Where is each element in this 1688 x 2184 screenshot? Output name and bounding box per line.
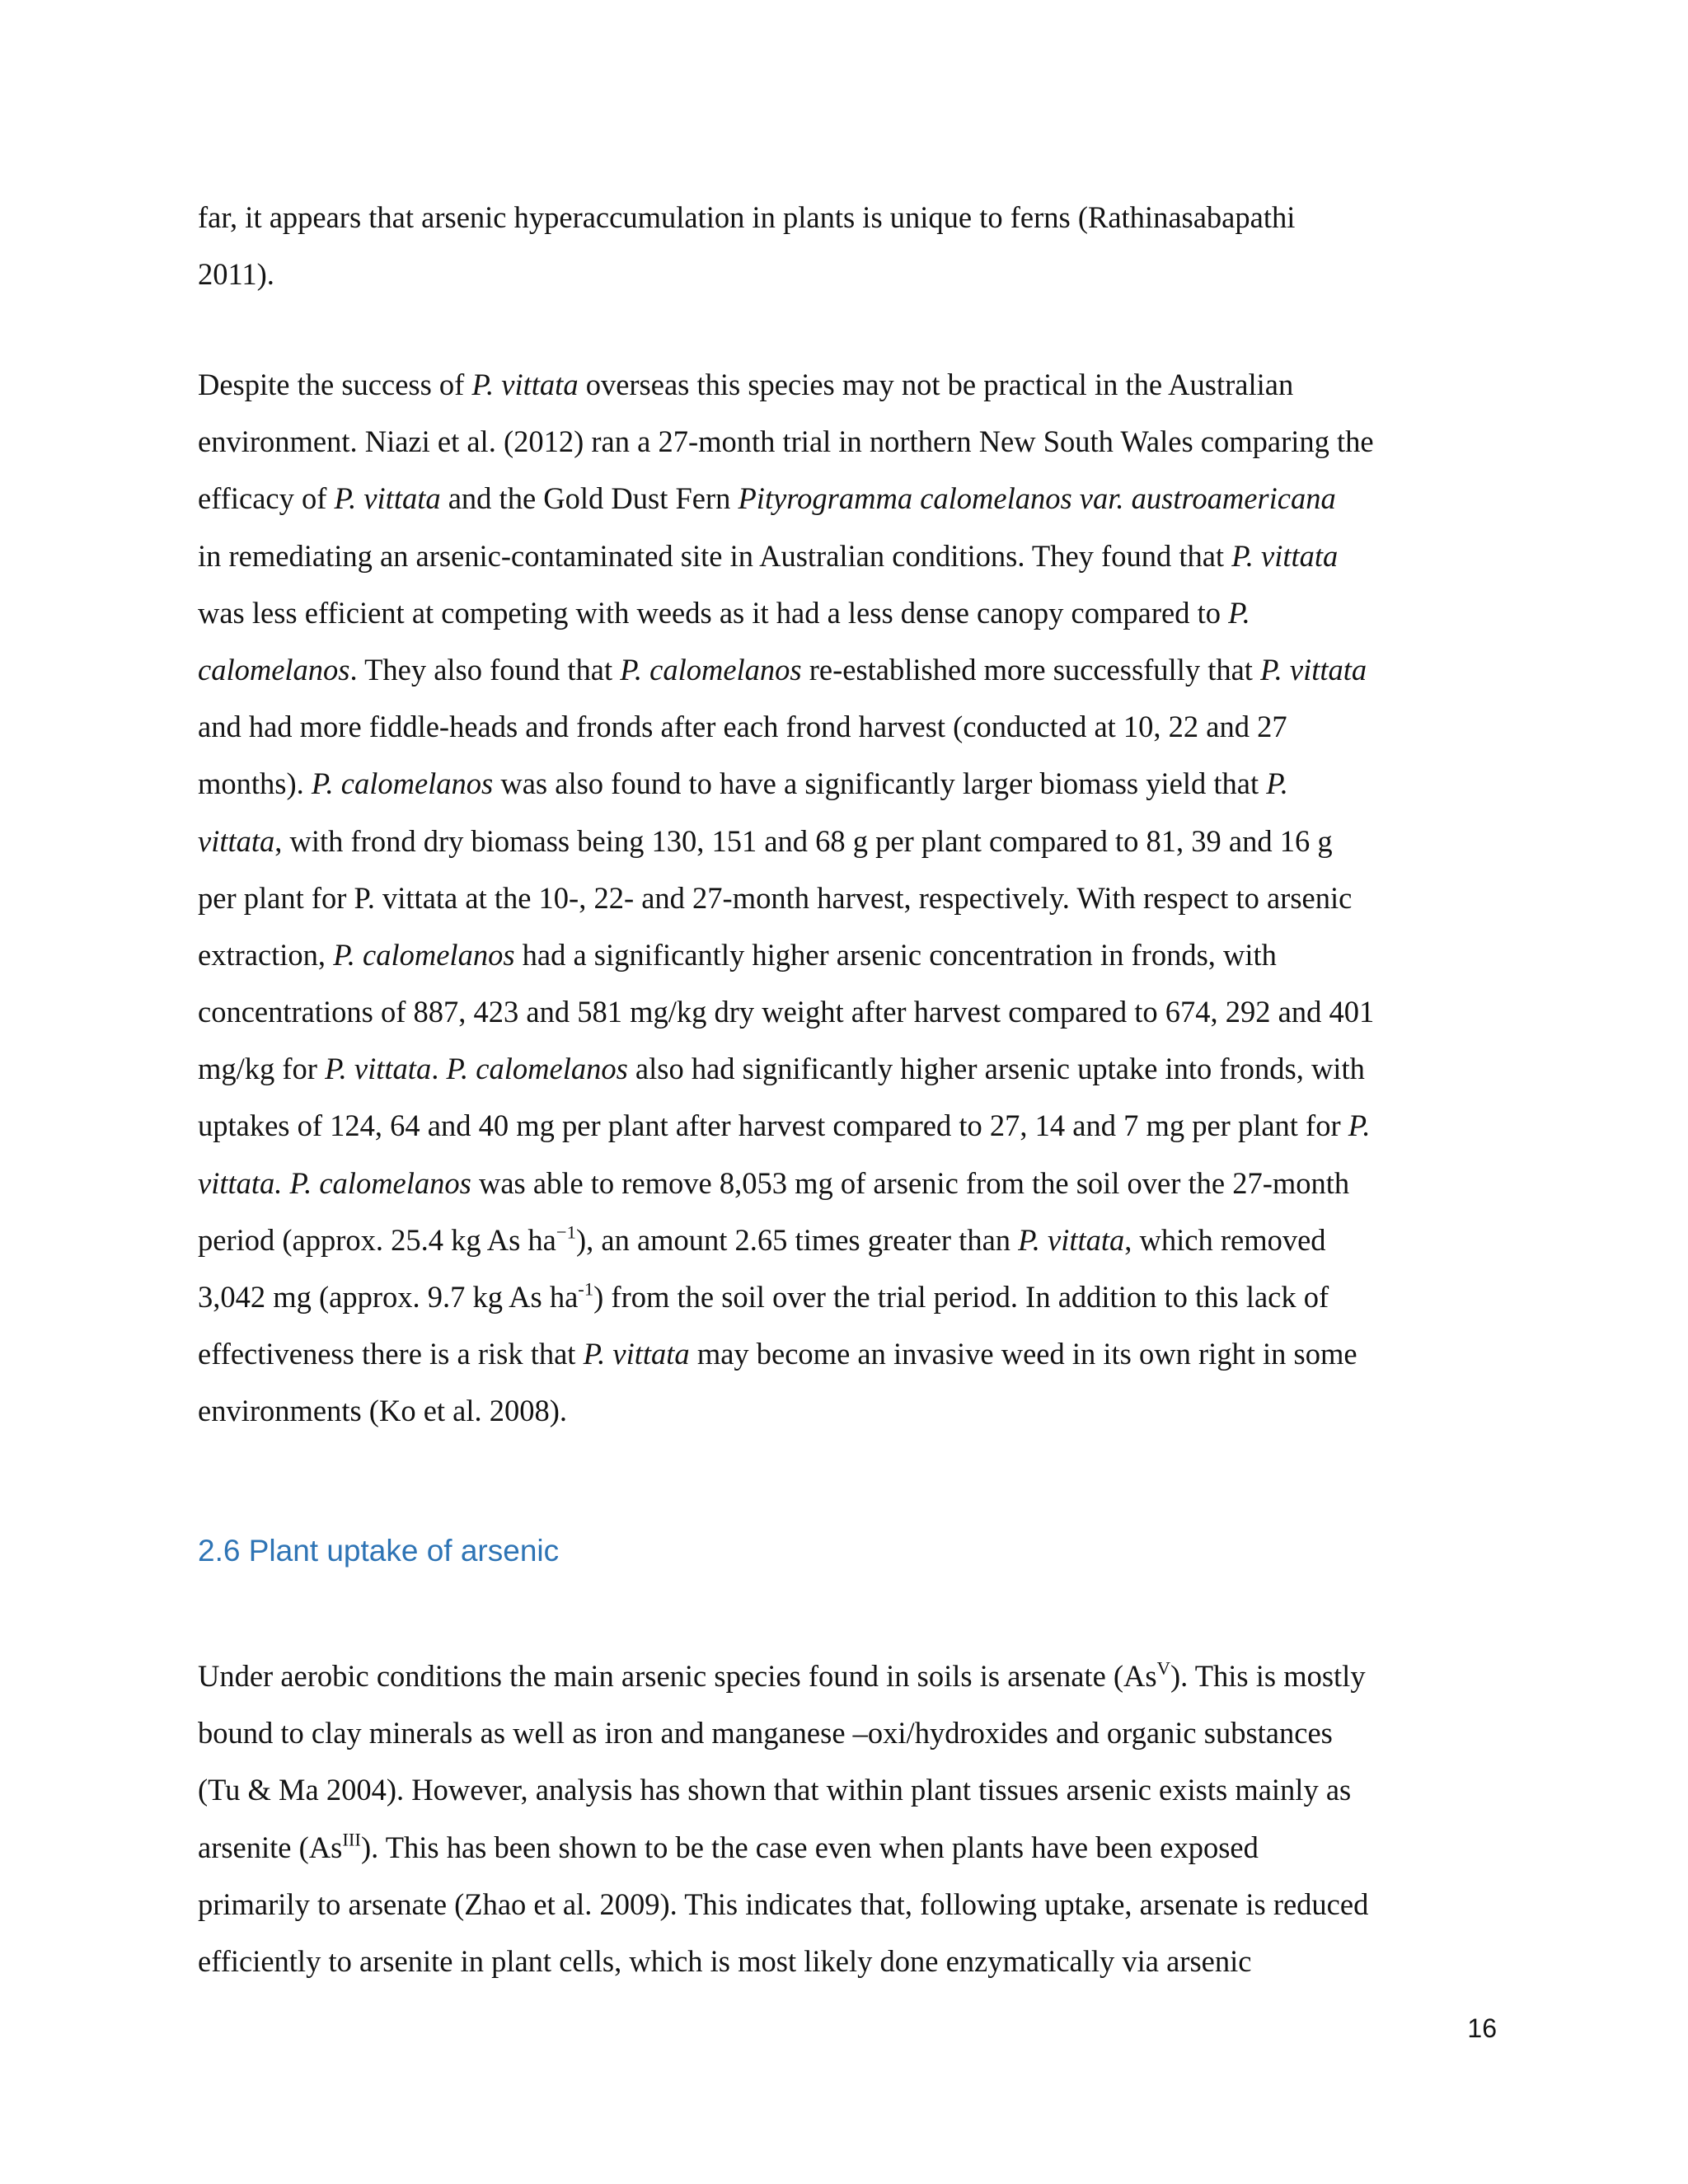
text-line: extraction, P. calomelanos had a significantly higher arsenic concentration in fronds, with xyxy=(198,937,1277,972)
text-line: was less efficient at competing with weeds as it had a less dense canopy compared to P. xyxy=(198,595,1250,630)
text-line: per plant for P. vittata at the 10-, 22- and 27-month harvest, respectively. With respect to arsenic xyxy=(198,880,1353,915)
text-line: 3,042 mg (approx. 9.7 kg As $ha^{-1}$) from the soil over the trial period. In addition to this lack of xyxy=(198,1278,1329,1314)
page-number: 16 xyxy=(1467,2013,1497,2043)
text-line: calomelanos. They also found that P. calomelanos re-established more successfully that P. vittata xyxy=(198,652,1367,687)
text-line: environments (Ko et al. 2008). xyxy=(198,1394,568,1428)
text-line: primarily to arsenate (Zhao et al. 2009). This indicates that, following uptake, arsenate is reduced xyxy=(198,1886,1369,1921)
superscript: V xyxy=(1156,1657,1170,1679)
text-line: vittata. P. calomelanos was able to remove 8,053 mg of arsenic from the soil over the 27-month xyxy=(198,1165,1350,1200)
text-line: mg/kg for P. vittata. P. calomelanos also had significantly higher arsenic uptake into fronds, with xyxy=(198,1052,1365,1086)
paragraph-fern-hyperaccumulation xyxy=(198,189,1500,302)
text-line: uptakes of 124, 64 and 40 mg per plant after harvest compared to 27, 14 and 7 mg per plant for P. xyxy=(198,1108,1371,1143)
paragraph-p-vittata-australia xyxy=(198,356,1500,1440)
text-line: vittata, with frond dry biomass being 130, 151 and 68 g per plant compared to 81, 39 and 16 g xyxy=(198,823,1333,858)
text-line: months). P. calomelanos was also found to have a significantly larger biomass yield that P. xyxy=(198,766,1288,801)
text-line: effectiveness there is a risk that P. vittata may become an invasive weed in its own right in some xyxy=(198,1337,1357,1371)
text-line: environment. Niazi et al. (2012) ran a 27-month trial in northern New South Wales comparing the xyxy=(198,424,1374,459)
section-heading: 2.6 Plant uptake of arsenic xyxy=(198,1534,560,1568)
text-line: efficacy of P. vittata and the Gold Dust Fern Pityrogramma calomelanos var. austroamericana xyxy=(198,481,1336,516)
text-line: and had more fiddle-heads and fronds after each frond harvest (conducted at 10, 22 and 27 xyxy=(198,710,1287,744)
text-line: efficiently to arsenite in plant cells, which is most likely done enzymatically via arsenic xyxy=(198,1943,1252,1978)
paragraph-arsenic-species xyxy=(198,1647,1500,1990)
text-line: 2011). xyxy=(198,257,274,292)
text-line: period (approx. 25.4 kg As $ha^{-1}$), an amount 2.65 times greater than P. vittata, which removed xyxy=(198,1221,1326,1257)
text-line: concentrations of 887, 423 and 581 mg/kg dry weight after harvest compared to 674, 292 and 401 xyxy=(198,995,1375,1029)
superscript: -1 xyxy=(578,1278,594,1300)
text-line: Under aerobic conditions the main arsenic species found in soils is arsenate $(As^V)$. This is mostly xyxy=(198,1657,1366,1693)
text-line: far, it appears that arsenic hyperaccumulation in plants is unique to ferns (Rathinasabapathi xyxy=(198,200,1296,234)
text-line: Despite the success of P. vittata overseas this species may not be practical in the Australian xyxy=(198,368,1294,401)
text-line: (Tu & Ma 2004). However, analysis has shown that within plant tissues arsenic exists mainly as xyxy=(198,1773,1352,1807)
superscript: −1 xyxy=(556,1221,576,1243)
superscript: III xyxy=(342,1828,361,1849)
text-line: in remediating an arsenic-contaminated site in Australian conditions. They found that P. vittata xyxy=(198,538,1339,573)
text-line: arsenite $(As^{III})$. This has been shown to be the case even when plants have been exposed xyxy=(198,1828,1259,1864)
text-line: bound to clay minerals as well as iron and manganese –oxi/hydroxides and organic substances xyxy=(198,1716,1333,1750)
